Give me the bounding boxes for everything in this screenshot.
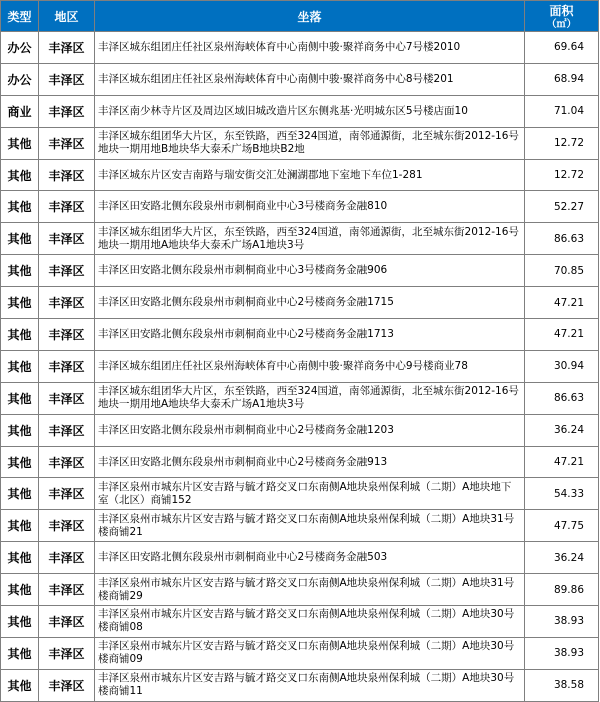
cell-area: 丰泽区: [39, 446, 95, 478]
cell-size: 30.94: [525, 350, 599, 382]
cell-size: 47.75: [525, 510, 599, 542]
table-header: [1, 1, 599, 32]
cell-type: 其他: [1, 127, 39, 159]
table-row: [1, 446, 599, 478]
cell-address: 丰泽区田安路北侧东段泉州市刺桐商业中心2号楼商务金融503: [95, 542, 525, 574]
cell-size: 71.04: [525, 95, 599, 127]
cell-area: 丰泽区: [39, 669, 95, 701]
table-row: [1, 478, 599, 510]
cell-area: 丰泽区: [39, 414, 95, 446]
cell-size: 86.63: [525, 223, 599, 255]
cell-area: 丰泽区: [39, 127, 95, 159]
cell-type: 其他: [1, 191, 39, 223]
cell-size: 47.21: [525, 287, 599, 319]
table-row: [1, 63, 599, 95]
table-row: [1, 159, 599, 191]
cell-area: 丰泽区: [39, 510, 95, 542]
cell-type: 其他: [1, 414, 39, 446]
cell-size: 52.27: [525, 191, 599, 223]
header-size: [525, 1, 599, 32]
cell-type: 办公: [1, 32, 39, 64]
table-row: [1, 223, 599, 255]
table-row: [1, 255, 599, 287]
cell-address: 丰泽区城东组团华大片区，东至铁路，西至324国道，南邻通源街，北至城东街2012-16号地块一期用地A地块华大泰禾广场A1地块3号: [95, 223, 525, 255]
table-row: [1, 574, 599, 606]
cell-type: 其他: [1, 255, 39, 287]
table-row: [1, 637, 599, 669]
table-row: [1, 127, 599, 159]
cell-area: 丰泽区: [39, 637, 95, 669]
table-row: [1, 191, 599, 223]
table-body: [1, 32, 599, 702]
table-row: [1, 32, 599, 64]
cell-size: 38.93: [525, 637, 599, 669]
cell-area: 丰泽区: [39, 95, 95, 127]
cell-address: 丰泽区城东组团华大片区，东至铁路，西至324国道，南邻通源街，北至城东街2012-16号地块一期用地A地块华大泰禾广场A1地块3号: [95, 382, 525, 414]
cell-address: 丰泽区城东片区安吉南路与瑞安街交汇处澜湖郡地下室地下车位1-281: [95, 159, 525, 191]
cell-area: 丰泽区: [39, 223, 95, 255]
table-row: [1, 606, 599, 638]
table-row: [1, 414, 599, 446]
cell-area: 丰泽区: [39, 287, 95, 319]
cell-area: 丰泽区: [39, 542, 95, 574]
cell-size: 12.72: [525, 127, 599, 159]
cell-type: 其他: [1, 574, 39, 606]
cell-address: 丰泽区泉州市城东片区安吉路与毓才路交叉口东南侧A地块泉州保利城（二期）A地块30号楼商铺09: [95, 637, 525, 669]
table-row: [1, 95, 599, 127]
cell-type: 其他: [1, 287, 39, 319]
cell-type: 其他: [1, 669, 39, 701]
cell-size: 47.21: [525, 319, 599, 351]
cell-type: 其他: [1, 542, 39, 574]
cell-size: 47.21: [525, 446, 599, 478]
cell-address: 丰泽区田安路北侧东段泉州市刺桐商业中心3号楼商务金融810: [95, 191, 525, 223]
cell-address: 丰泽区南少林寺片区及周边区域旧城改造片区东侧兆基·光明城东区5号楼店面10: [95, 95, 525, 127]
cell-area: 丰泽区: [39, 191, 95, 223]
cell-size: 36.24: [525, 414, 599, 446]
cell-type: 其他: [1, 319, 39, 351]
cell-address: 丰泽区田安路北侧东段泉州市刺桐商业中心2号楼商务金融1203: [95, 414, 525, 446]
cell-address: 丰泽区泉州市城东片区安吉路与毓才路交叉口东南侧A地块泉州保利城（二期）A地块30号楼商铺08: [95, 606, 525, 638]
cell-size: 12.72: [525, 159, 599, 191]
table-row: [1, 510, 599, 542]
cell-area: 丰泽区: [39, 350, 95, 382]
cell-area: 丰泽区: [39, 382, 95, 414]
cell-area: 丰泽区: [39, 606, 95, 638]
cell-address: 丰泽区城东组团庄任社区泉州海峡体育中心南侧中骏·聚祥商务中心8号楼201: [95, 63, 525, 95]
table-row: [1, 350, 599, 382]
cell-type: 商业: [1, 95, 39, 127]
cell-area: 丰泽区: [39, 319, 95, 351]
cell-type: 其他: [1, 637, 39, 669]
cell-area: 丰泽区: [39, 574, 95, 606]
cell-type: 其他: [1, 382, 39, 414]
table-row: [1, 287, 599, 319]
table-row: [1, 382, 599, 414]
header-size-label: 面积: [549, 4, 574, 18]
cell-area: 丰泽区: [39, 63, 95, 95]
cell-address: 丰泽区泉州市城东片区安吉路与毓才路交叉口东南侧A地块泉州保利城（二期）A地块31号楼商铺21: [95, 510, 525, 542]
cell-address: 丰泽区田安路北侧东段泉州市刺桐商业中心2号楼商务金融913: [95, 446, 525, 478]
cell-address: 丰泽区田安路北侧东段泉州市刺桐商业中心2号楼商务金融1715: [95, 287, 525, 319]
cell-address: 丰泽区泉州市城东片区安吉路与毓才路交叉口东南侧A地块泉州保利城（二期）A地块地下室（北区）商铺152: [95, 478, 525, 510]
cell-size: 89.86: [525, 574, 599, 606]
cell-address: 丰泽区泉州市城东片区安吉路与毓才路交叉口东南侧A地块泉州保利城（二期）A地块31号楼商铺29: [95, 574, 525, 606]
cell-address: 丰泽区城东组团华大片区，东至铁路，西至324国道，南邻通源街，北至城东街2012-16号地块一期用地B地块华大泰禾广场B地块B2地: [95, 127, 525, 159]
cell-type: 其他: [1, 159, 39, 191]
cell-address: 丰泽区城东组团庄任社区泉州海峡体育中心南侧中骏·聚祥商务中心9号楼商业78: [95, 350, 525, 382]
cell-area: 丰泽区: [39, 159, 95, 191]
cell-address: 丰泽区城东组团庄任社区泉州海峡体育中心南侧中骏·聚祥商务中心7号楼2010: [95, 32, 525, 64]
cell-type: 其他: [1, 223, 39, 255]
cell-size: 38.58: [525, 669, 599, 701]
header-area: 地区: [39, 1, 95, 32]
cell-type: 其他: [1, 350, 39, 382]
cell-address: 丰泽区田安路北侧东段泉州市刺桐商业中心3号楼商务金融906: [95, 255, 525, 287]
table-row: [1, 542, 599, 574]
cell-address: 丰泽区田安路北侧东段泉州市刺桐商业中心2号楼商务金融1713: [95, 319, 525, 351]
cell-size: 38.93: [525, 606, 599, 638]
cell-size: 54.33: [525, 478, 599, 510]
cell-area: 丰泽区: [39, 32, 95, 64]
header-address: 坐落: [95, 1, 525, 32]
cell-size: 36.24: [525, 542, 599, 574]
cell-address: 丰泽区泉州市城东片区安吉路与毓才路交叉口东南侧A地块泉州保利城（二期）A地块30号楼商铺11: [95, 669, 525, 701]
cell-size: 70.85: [525, 255, 599, 287]
table-row: [1, 669, 599, 701]
cell-size: 69.64: [525, 32, 599, 64]
cell-area: 丰泽区: [39, 255, 95, 287]
cell-area: 丰泽区: [39, 478, 95, 510]
cell-size: 68.94: [525, 63, 599, 95]
cell-type: 其他: [1, 446, 39, 478]
cell-type: 其他: [1, 606, 39, 638]
header-size-unit: （㎡）: [546, 19, 577, 30]
cell-type: 其他: [1, 478, 39, 510]
cell-type: 办公: [1, 63, 39, 95]
cell-size: 86.63: [525, 382, 599, 414]
table-row: [1, 319, 599, 351]
cell-type: 其他: [1, 510, 39, 542]
header-type: 类型: [1, 1, 39, 32]
